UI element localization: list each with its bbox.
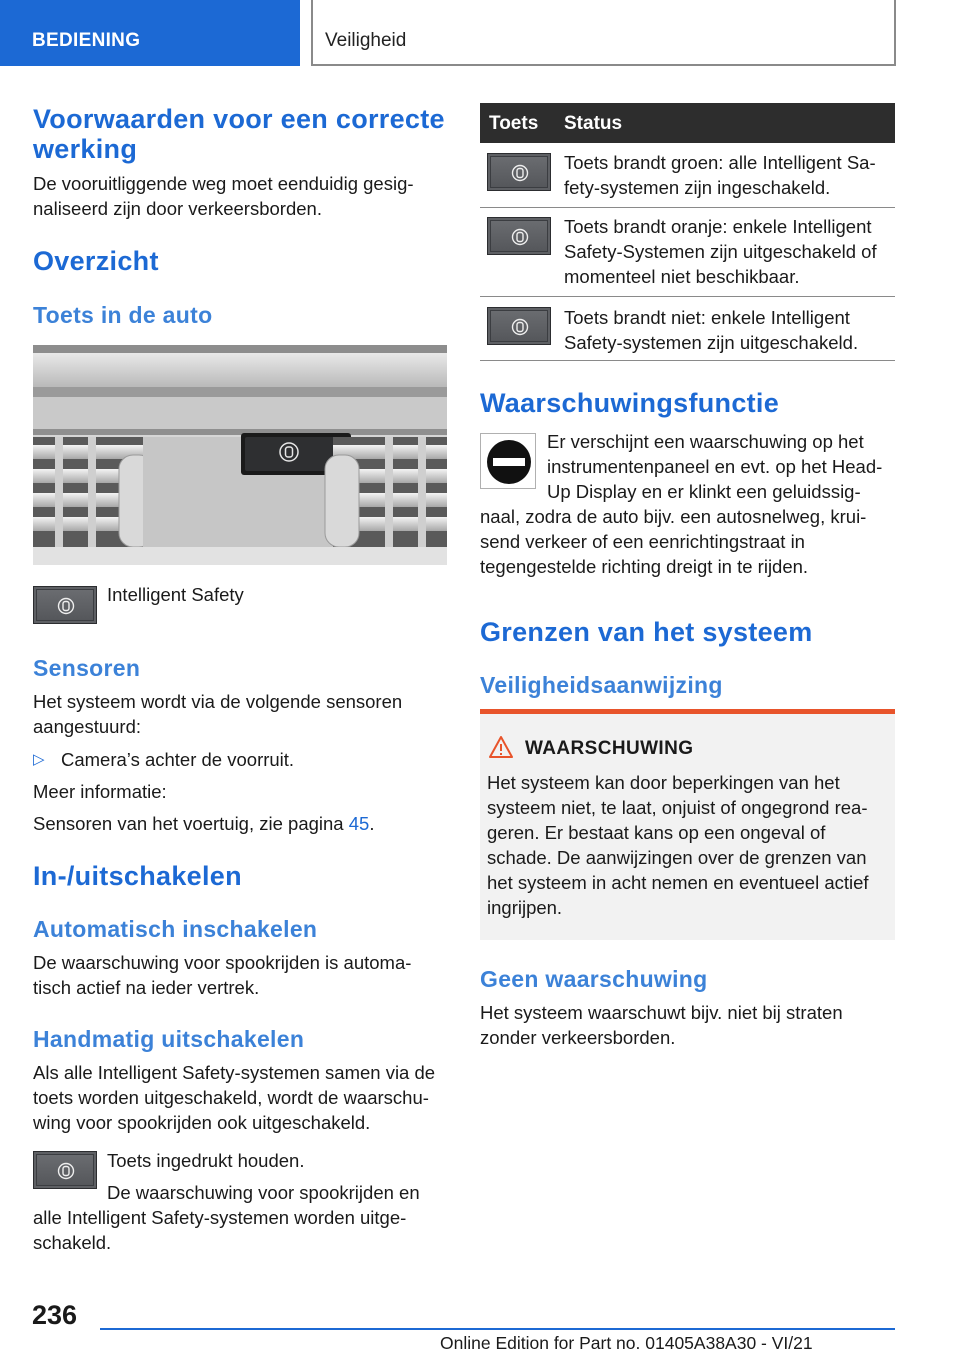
edition-text: Online Edition for Part no. 01405A38A30 - VI/21 (440, 1333, 813, 1353)
button-caption: Intelligent Safety (107, 584, 244, 605)
manual-off-text: Als alle Intelligent Safety-systemen samen via de toets worden uitgeschakeld, wordt de waarschu- wing voor spookrijden ook uitgeschakeld. (33, 1062, 436, 1133)
heading-system-limits: Grenzen van het systeem (480, 617, 813, 647)
auto-on-text: De waarschuwing voor spookrijden is automa- tisch actief na ieder vertrek. (33, 952, 412, 998)
intelligent-safety-button-icon (33, 1151, 97, 1189)
heading-prerequisites: Voorwaarden voor een correcte werking (33, 104, 445, 164)
prerequisites-text: De vooruitliggende weg moet eenduidig gesig- naliseerd zijn door verkeersborden. (33, 173, 414, 219)
dashboard-photo (33, 345, 447, 565)
section-tab: BEDIENING (0, 0, 300, 66)
table-divider (480, 207, 895, 208)
no-entry-icon (480, 433, 536, 489)
sensors-text: Het systeem wordt via de volgende sensoren aangestuurd: (33, 691, 403, 737)
result-text-cont: alle Intelligent Safety-systemen worden uitge- schakeld. (33, 1207, 407, 1253)
warning-function-text: Er verschijnt een waarschuwing op het instrumentenpaneel en evt. op het Head- Up Display en er klinkt een geluidssig- (547, 431, 883, 502)
heading-button-in-car: Toets in de auto (33, 302, 213, 328)
heading-no-warning: Geen waarschuwing (480, 966, 708, 992)
heading-auto-on: Automatisch inschakelen (33, 916, 318, 942)
col-header-status: Status (564, 113, 623, 134)
sensors-reference: Sensoren van het voertuig, zie pagina 45. (33, 813, 375, 834)
table-divider (480, 360, 895, 361)
page-title: Veiligheid (325, 30, 407, 51)
warning-label: WAARSCHUWING (525, 738, 694, 759)
button-icon-off (487, 307, 551, 345)
page-link-45[interactable]: 45 (348, 813, 370, 834)
table-row-status: Toets brandt groen: alle Intelligent Sa- fety-systemen zijn ingeschakeld. (564, 152, 876, 198)
heading-overview: Overzicht (33, 246, 159, 276)
table-divider (480, 296, 895, 297)
heading-sensors: Sensoren (33, 655, 141, 681)
heading-on-off: In-/uitschakelen (33, 861, 242, 891)
warning-triangle-icon (488, 735, 514, 759)
hold-button-text: Toets ingedrukt houden. (107, 1150, 305, 1171)
result-text: De waarschuwing voor spookrijden en (107, 1182, 420, 1203)
footer-rule (100, 1328, 895, 1330)
table-row-status: Toets brandt oranje: enkele Intelligent Safety-Systemen zijn uitgeschakeld of momenteel niet beschikbaar. (564, 216, 877, 287)
button-icon-green (487, 153, 551, 191)
bullet-triangle-icon: ▷ (33, 751, 45, 768)
intelligent-safety-icon (278, 441, 300, 463)
heading-manual-off: Handmatig uitschakelen (33, 1026, 305, 1052)
col-header-button: Toets (489, 113, 539, 134)
heading-warning-function: Waarschuwingsfunctie (480, 388, 780, 418)
intelligent-safety-button-icon (33, 586, 97, 624)
no-warning-text: Het systeem waarschuwt bijv. niet bij straten zonder verkeersborden. (480, 1002, 843, 1048)
table-row-status: Toets brandt niet: enkele Intelligent Safety-systemen zijn uitgeschakeld. (564, 307, 859, 353)
heading-safety-note: Veiligheidsaanwijzing (480, 672, 723, 698)
sensors-bullet: Camera’s achter de voorruit. (61, 749, 295, 770)
warning-text: Het systeem kan door beperkingen van het systeem niet, te laat, onjuist of ongegrond rea- geren. Er bestaat kans op een ongeval of schade. De aanwijzingen over de grenzen van het systeem in acht nemen en eventueel actief ingrijpen. (487, 772, 869, 918)
warning-function-text-cont: naal, zodra de auto bijv. een autosnelweg, krui- send verkeer of een eenrichtingstraat in tegengestelde richting dreigt in te rijden. (480, 506, 867, 577)
page-number: 236 (32, 1300, 78, 1330)
more-info-label: Meer informatie: (33, 781, 167, 802)
button-icon-orange (487, 217, 551, 255)
table-header (480, 103, 895, 143)
